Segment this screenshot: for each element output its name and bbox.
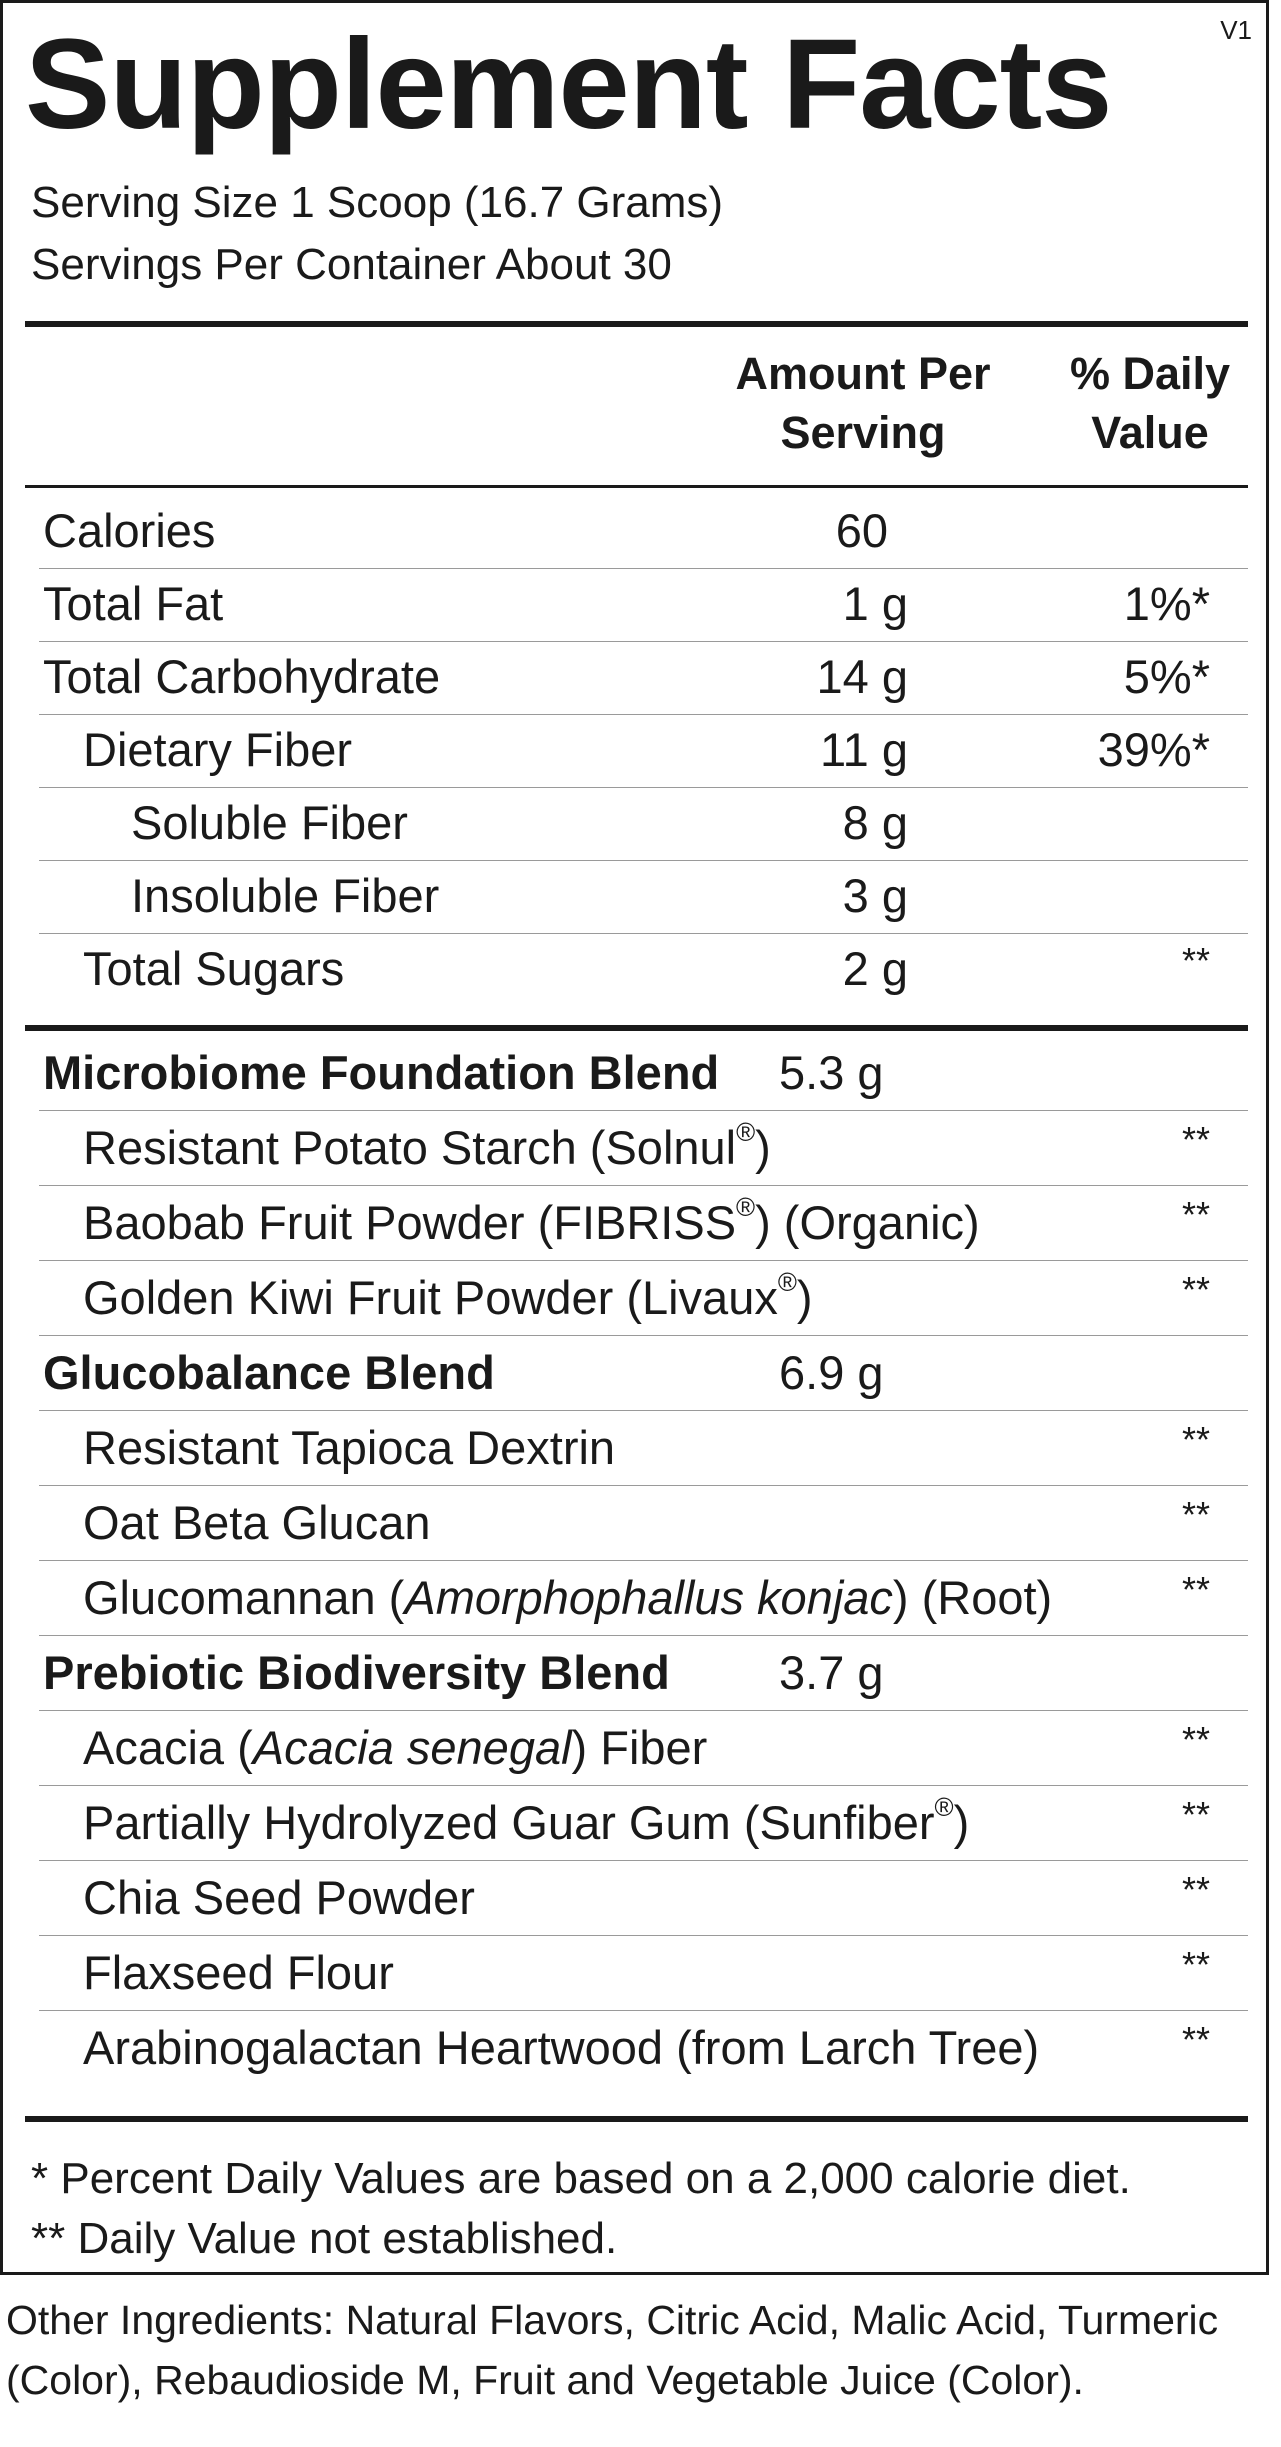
ingredient-daily-value: ** xyxy=(1181,1119,1210,1160)
ingredient-row xyxy=(39,2012,1248,2086)
ingredient-daily-value: ** xyxy=(1181,1794,1210,1835)
nutrient-amount: 60 xyxy=(835,504,888,557)
ingredient-row xyxy=(39,1712,1248,1786)
nutrient-amount: 1 g xyxy=(842,577,908,630)
registered-mark: ® xyxy=(736,1193,756,1222)
ingredient-text: Arabinogalactan Heartwood (from Larch Tree) xyxy=(83,2021,1040,2074)
ingredient-text: Acacia ( xyxy=(83,1721,253,1774)
nutrient-row xyxy=(39,495,1248,569)
nutrient-label: Soluble Fiber xyxy=(131,796,408,849)
other-ingredients-line1: Other Ingredients: Natural Flavors, Citric Acid, Malic Acid, Turmeric xyxy=(6,2297,1219,2343)
ingredient-text: ) (Root) xyxy=(892,1571,1053,1624)
version-label: V1 xyxy=(1220,15,1252,45)
nutrient-daily-value: 39%* xyxy=(1097,723,1210,776)
ingredient-daily-value: ** xyxy=(1181,1869,1210,1910)
amount-per-serving-header xyxy=(723,345,1003,462)
blend-row xyxy=(39,1337,1248,1411)
nutrient-amount: 14 g xyxy=(816,650,908,703)
ingredient-text: Flaxseed Flour xyxy=(83,1946,394,1999)
ingredient-text: ) xyxy=(953,1796,970,1849)
blend-row xyxy=(39,1037,1248,1111)
servings-per-container: Servings Per Container About 30 xyxy=(31,240,672,289)
ingredient-row xyxy=(39,1262,1248,1336)
footnote-dv: * Percent Daily Values are based on a 2,000 calorie diet. xyxy=(31,2154,1131,2203)
registered-mark: ® xyxy=(934,1793,954,1822)
nutrient-label: Total Sugars xyxy=(83,942,345,995)
ingredient-text: ) xyxy=(755,1121,771,1174)
ingredient-label xyxy=(83,1421,616,1474)
serving-size: Serving Size 1 Scoop (16.7 Grams) xyxy=(31,178,724,227)
ingredient-daily-value: ** xyxy=(1181,1944,1210,1985)
nutrient-amount: 11 g xyxy=(820,723,908,776)
ingredient-text: Resistant Potato Starch (Solnul xyxy=(83,1121,737,1174)
thick-rule xyxy=(25,1025,1248,1031)
ingredient-label xyxy=(83,1871,475,1924)
ingredient-latin-name: Acacia senegal xyxy=(252,1721,572,1774)
ingredient-text: Baobab Fruit Powder (FIBRISS xyxy=(83,1196,737,1249)
nutrient-amount: 3 g xyxy=(842,869,908,922)
ingredient-daily-value: ** xyxy=(1181,1569,1210,1610)
ingredient-row xyxy=(39,1112,1248,1186)
other-ingredients-line2: (Color), Rebaudioside M, Fruit and Vegetable Juice (Color). xyxy=(6,2357,1084,2403)
ingredient-daily-value: ** xyxy=(1181,1194,1210,1235)
dv-header-line2: Value xyxy=(1091,406,1209,458)
ingredient-daily-value: ** xyxy=(1181,1419,1210,1460)
ingredient-row xyxy=(39,1412,1248,1486)
ingredient-text: Chia Seed Powder xyxy=(83,1871,475,1924)
ingredient-row xyxy=(39,1937,1248,2011)
amount-header-line2: Serving xyxy=(780,406,946,458)
blend-row xyxy=(39,1637,1248,1711)
ingredient-daily-value: ** xyxy=(1181,1494,1210,1535)
nutrient-row xyxy=(39,933,1248,1007)
nutrient-row xyxy=(39,714,1248,788)
nutrient-daily-value: 5%* xyxy=(1123,650,1210,703)
header-rule xyxy=(25,485,1248,488)
ingredient-latin-name: Amorphophallus konjac xyxy=(404,1571,893,1624)
blend-name: Prebiotic Biodiversity Blend xyxy=(43,1646,670,1699)
ingredient-row xyxy=(39,1787,1248,1861)
nutrient-daily-value: 1%* xyxy=(1123,577,1210,630)
ingredient-text: ) xyxy=(796,1271,813,1324)
nutrient-label: Total Fat xyxy=(43,577,224,630)
nutrient-daily-value: ** xyxy=(1181,940,1210,981)
daily-value-header xyxy=(1045,345,1255,462)
thick-rule xyxy=(25,2116,1248,2122)
panel-title: Supplement Facts xyxy=(25,13,1112,156)
amount-header-line1: Amount Per xyxy=(735,348,991,399)
ingredient-row xyxy=(39,1187,1248,1261)
ingredient-text: Golden Kiwi Fruit Powder (Livaux xyxy=(83,1271,778,1324)
blend-amount: 6.9 g xyxy=(779,1346,884,1399)
ingredient-row xyxy=(39,1562,1248,1636)
ingredient-label xyxy=(83,1793,970,1849)
nutrient-amount: 8 g xyxy=(842,796,908,849)
ingredient-label xyxy=(83,1571,1053,1624)
blend-amount: 3.7 g xyxy=(779,1646,884,1699)
nutrient-label: Insoluble Fiber xyxy=(131,869,440,922)
ingredient-label xyxy=(83,1721,708,1774)
ingredient-text: Glucomannan ( xyxy=(83,1571,405,1624)
nutrient-label: Total Carbohydrate xyxy=(43,650,441,703)
registered-mark: ® xyxy=(777,1268,797,1297)
nutrient-row xyxy=(39,641,1248,715)
registered-mark: ® xyxy=(736,1118,756,1147)
nutrient-row xyxy=(39,860,1248,934)
ingredient-daily-value: ** xyxy=(1181,1719,1210,1760)
ingredient-label xyxy=(83,1946,394,1999)
nutrient-row xyxy=(39,787,1248,861)
ingredient-daily-value: ** xyxy=(1181,2019,1210,2060)
nutrient-label: Dietary Fiber xyxy=(83,723,353,776)
ingredient-text: ) Fiber xyxy=(571,1721,708,1774)
ingredient-label xyxy=(83,1193,980,1249)
ingredient-label xyxy=(83,2021,1040,2074)
ingredient-text: Oat Beta Glucan xyxy=(83,1496,431,1549)
ingredient-daily-value: ** xyxy=(1181,1269,1210,1310)
nutrient-amount: 2 g xyxy=(842,942,908,995)
ingredient-label xyxy=(83,1118,771,1174)
ingredient-text: ) (Organic) xyxy=(755,1196,980,1249)
thick-rule xyxy=(25,321,1248,327)
blend-name: Microbiome Foundation Blend xyxy=(43,1046,720,1099)
footnote-not-established: ** Daily Value not established. xyxy=(31,2214,618,2263)
ingredient-row xyxy=(39,1487,1248,1561)
nutrient-label: Calories xyxy=(43,504,216,557)
ingredient-row xyxy=(39,1862,1248,1936)
blend-name: Glucobalance Blend xyxy=(43,1346,495,1399)
dv-header-line1: % Daily xyxy=(1069,348,1231,399)
nutrient-row xyxy=(39,568,1248,642)
ingredient-label xyxy=(83,1268,813,1324)
ingredient-text: Partially Hydrolyzed Guar Gum (Sunfiber xyxy=(83,1796,935,1849)
blend-amount: 5.3 g xyxy=(779,1046,884,1099)
ingredient-label xyxy=(83,1496,431,1549)
ingredient-text: Resistant Tapioca Dextrin xyxy=(83,1421,616,1474)
